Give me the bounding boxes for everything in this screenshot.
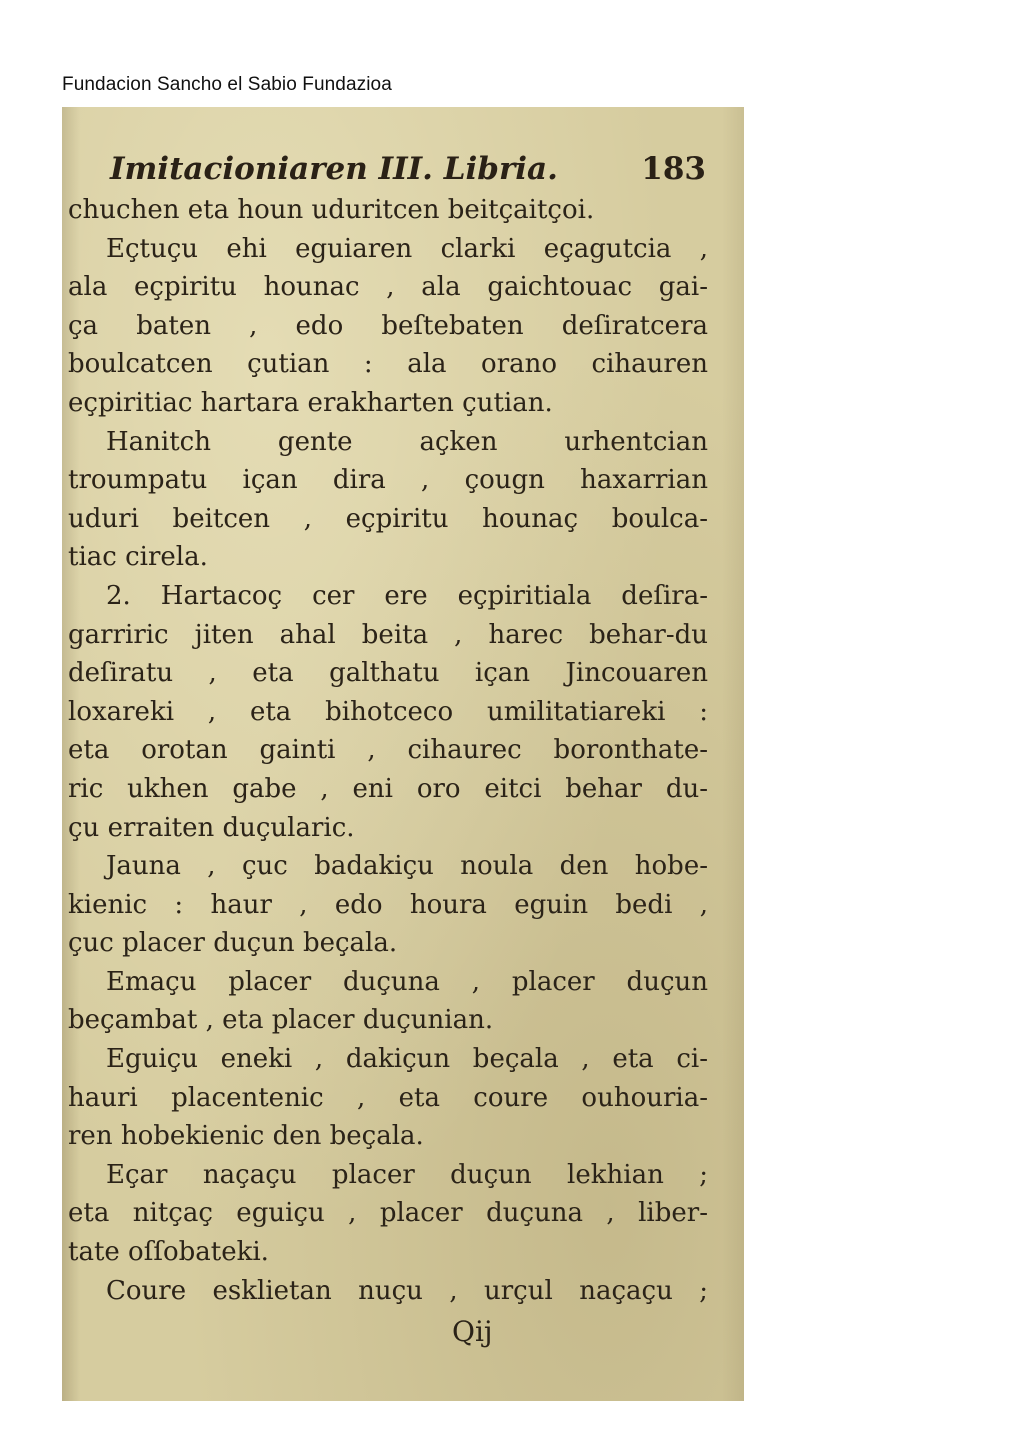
text-line: Jauna , çuc badakiçu noula den hobe- [106,851,708,882]
text-line: beçambat , eta placer duçunian. [68,1005,494,1036]
running-head-title: Imitacioniaren III. Libria. [110,151,558,187]
text-line: uduri beitcen , eçpiritu hounaç boulca- [68,503,708,534]
text-line: tate oſſobateki. [68,1237,269,1268]
text-line: chuchen eta houn uduritcen beitçaitçoi. [68,195,595,225]
text-line: çu erraiten duçularic. [68,812,355,843]
text-line: eta orotan gainti , cihaurec boronthate- [68,735,708,766]
text-line: eçpiritiac hartara erakharten çutian. [68,387,553,418]
text-line: tiac cirela. [68,542,208,573]
text-line: troumpatu içan dira , çougn haxarrian [68,465,708,496]
text-line: 2. Hartacoç cer ere eçpiritiala deſira- [106,580,708,611]
text-line: Eguiçu eneki , dakiçun beçala , eta ci- [106,1044,708,1075]
text-line: Emaçu placer duçuna , placer duçun [106,966,708,997]
text-line: ren hobekienic den beçala. [68,1121,424,1152]
text-line: deſiratu , eta galthatu içan Jincouaren [68,658,708,689]
text-line: Coure esklietan nuçu , urçul naçaçu ; [106,1275,708,1306]
running-head [110,151,710,187]
text-line: ala eçpiritu hounac , ala gaichtouac gai- [68,272,708,303]
text-line: Eçar naçaçu placer duçun lekhian ; [106,1159,708,1190]
text-line: hauri placentenic , eta coure ouhouria- [68,1082,708,1113]
text-line: loxareki , eta bihotceco umilitatiareki : [68,696,708,727]
text-line: kienic : haur , edo houra eguin bedi , [68,889,708,920]
text-line: Hanitch gente açken urhentcian [106,426,708,457]
text-line: garriric jiten ahal beita , harec behar-du [68,619,708,650]
text-line: boulcatcen çutian : ala orano cihauren [68,349,708,380]
text-line: ça baten , edo beſtebaten deſiratcera [68,310,708,341]
scanned-page [62,107,744,1401]
source-header: Fundacion Sancho el Sabio Fundazioa [62,74,392,95]
text-line: eta nitçaç eguiçu , placer duçuna , liber- [68,1198,708,1229]
page-number: 183 [641,151,706,187]
text-line: Eçtuçu ehi eguiaren clarki eçagutcia , [106,233,708,264]
signature-mark: Qij [452,1315,493,1348]
body-text [68,191,708,1310]
text-line: çuc placer duçun beçala. [68,928,398,959]
text-line: ric ukhen gabe , eni oro eitci behar du- [68,773,708,804]
